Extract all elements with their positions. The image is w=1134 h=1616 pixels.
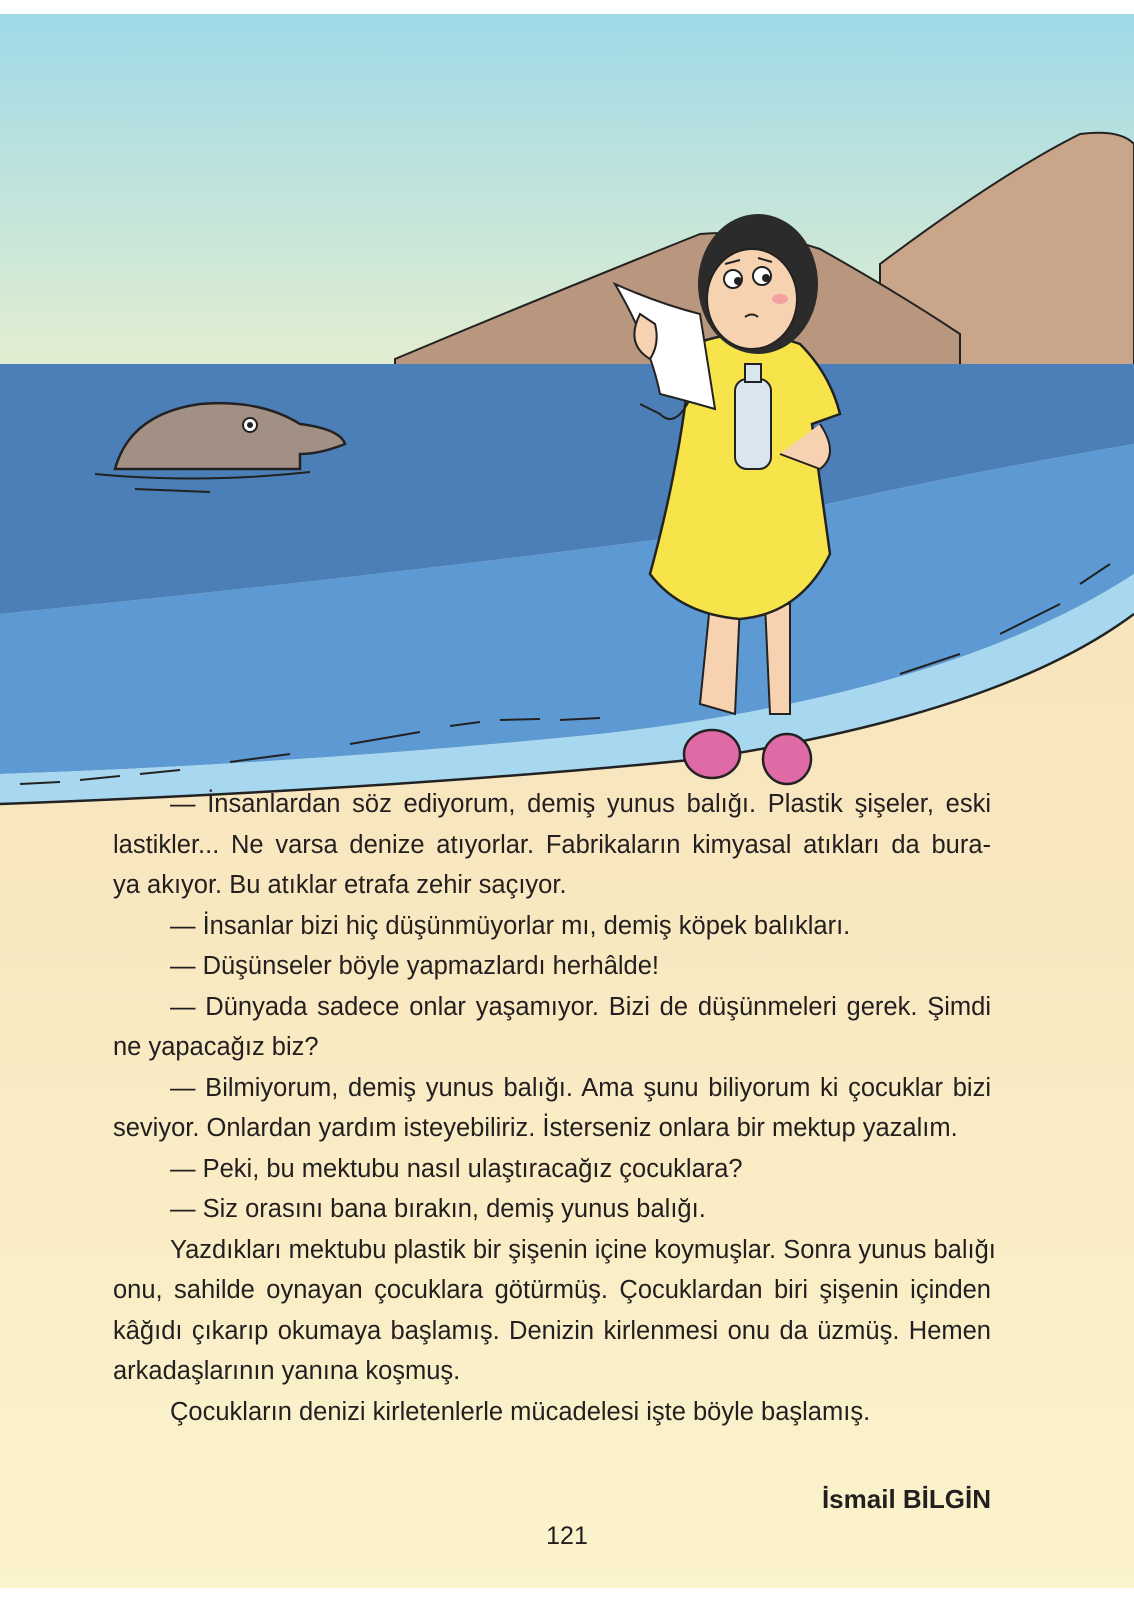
paragraph xyxy=(113,987,991,1068)
plastic-bottle xyxy=(735,379,771,469)
text-line: Yazdıkları mektubu plastik bir şişenin içine koymuşlar. Sonra yunus balığı xyxy=(170,1235,996,1264)
paragraph xyxy=(113,1068,991,1149)
text-line: arkadaşlarının yanına koşmuş. xyxy=(113,1357,461,1385)
text-line: — İnsanlar bizi hiç düşünmüyorlar mı, demiş köpek balıkları. xyxy=(170,911,851,940)
text-line: lastikler... Ne varsa denize atıyorlar. Fabrikaların kimyasal atıkları da bura- xyxy=(113,830,991,859)
story-text xyxy=(113,784,996,1432)
text-line: — Düşünseler böyle yapmazlardı herhâlde! xyxy=(170,952,660,980)
paragraph xyxy=(113,1392,991,1433)
author-name: İsmail BİLGİN xyxy=(821,1484,991,1514)
text-line: onu, sahilde oynayan çocuklara götürmüş. Çocuklardan biri şişenin içinden xyxy=(113,1276,991,1304)
text-line: — İnsanlardan söz ediyorum, demiş yunus balığı. Plastik şişeler, eski xyxy=(170,790,991,818)
text-line: ya akıyor. Bu atıklar etrafa zehir saçıyor. xyxy=(113,871,567,899)
book-page xyxy=(0,14,1134,1588)
text-line: — Peki, bu mektubu nasıl ulaştıracağız çocuklara? xyxy=(170,1154,743,1183)
paragraph xyxy=(113,1189,991,1230)
text-line: — Bilmiyorum, demiş yunus balığı. Ama şunu biliyorum ki çocuklar bizi xyxy=(170,1073,991,1102)
illustration-girl-dolphin-beach xyxy=(0,14,1134,814)
page-number: 121 xyxy=(546,1522,588,1550)
text-line: — Siz orasını bana bırakın, demiş yunus balığı. xyxy=(170,1195,706,1223)
paragraph xyxy=(113,784,991,906)
text-line: kâğıdı çıkarıp okumaya başlamış. Denizin kirlenmesi onu da üzmüş. Hemen xyxy=(113,1316,991,1345)
paragraph xyxy=(113,906,991,947)
text-line: Çocukların denizi kirletenlerle mücadelesi işte böyle başlamış. xyxy=(170,1397,871,1426)
paragraph xyxy=(113,1230,996,1392)
paragraph xyxy=(113,1149,991,1190)
text-line: ne yapacağız biz? xyxy=(113,1033,319,1061)
text-line: seviyor. Onlardan yardım isteyebiliriz. İsterseniz onlara bir mektup yazalım. xyxy=(113,1114,958,1142)
paragraph xyxy=(113,946,991,987)
text-line: — Dünyada sadece onlar yaşamıyor. Bizi de düşünmeleri gerek. Şimdi xyxy=(170,992,991,1021)
